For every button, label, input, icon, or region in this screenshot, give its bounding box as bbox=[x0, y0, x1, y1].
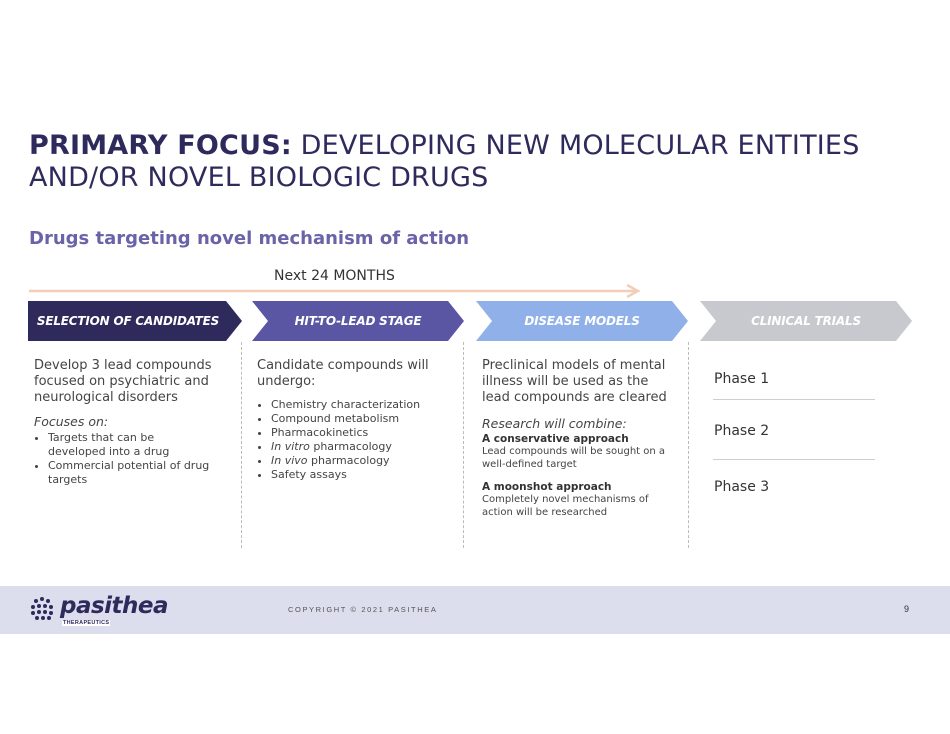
list-item bbox=[271, 454, 447, 468]
approach-1-text: Lead compounds will be sought on a well-defined target bbox=[482, 446, 666, 470]
stage-clinical-trials bbox=[700, 301, 912, 341]
focuses-label: Focuses on: bbox=[34, 414, 109, 429]
stage-label: SELECTION OF CANDIDATES bbox=[36, 314, 220, 328]
stage-disease-models bbox=[476, 301, 688, 341]
column-hit-to-lead bbox=[257, 358, 447, 482]
column-divider bbox=[241, 342, 242, 548]
phase-3: Phase 3 bbox=[714, 479, 770, 495]
phase-divider bbox=[713, 399, 875, 400]
slide-title bbox=[29, 130, 929, 194]
copyright-text: COPYRIGHT © 2021 PASITHEA bbox=[288, 605, 438, 614]
list-item-text: pharmacology bbox=[307, 454, 390, 467]
approach-1-title: A conservative approach bbox=[482, 433, 629, 445]
page-number: 9 bbox=[904, 604, 910, 614]
list-item bbox=[271, 426, 447, 440]
list-item: • Commercial potential of drug targets bbox=[48, 459, 214, 487]
research-label: Research will combine: bbox=[482, 416, 627, 431]
list-item bbox=[271, 412, 447, 426]
selection-lead: Develop 3 lead compounds focused on psychiatric and neurological disorders bbox=[34, 358, 212, 405]
list-item-emphasis: In vitro bbox=[271, 440, 310, 453]
stage-label: DISEASE MODELS bbox=[524, 314, 640, 328]
list-item: • Targets that can be developed into a drug bbox=[48, 431, 214, 459]
focuses-list bbox=[34, 431, 214, 487]
column-selection bbox=[34, 358, 214, 487]
column-disease-models bbox=[482, 358, 677, 519]
stage-label: HIT-TO-LEAD STAGE bbox=[294, 314, 422, 328]
assay-list bbox=[257, 398, 447, 482]
phase-divider bbox=[713, 459, 875, 460]
list-item-emphasis: In vivo bbox=[271, 454, 308, 467]
logo-subtext: THERAPEUTICS bbox=[63, 620, 110, 626]
list-item-text: Pharmacokinetics bbox=[271, 426, 369, 439]
logo-wordmark: pasithea bbox=[60, 593, 169, 619]
disease-models-lead: Preclinical models of mental illness will be used as the lead compounds are cleared bbox=[482, 358, 667, 405]
approach-2-text: Completely novel mechanisms of action will be researched bbox=[482, 494, 649, 518]
list-item-text: Chemistry characterization bbox=[271, 398, 421, 411]
pasithea-logo bbox=[28, 593, 169, 628]
timeline-label: Next 24 MONTHS bbox=[274, 268, 395, 284]
list-item bbox=[271, 468, 447, 482]
stage-selection-of-candidates bbox=[28, 301, 242, 341]
list-item-text: Safety assays bbox=[271, 468, 347, 481]
list-item bbox=[271, 440, 447, 454]
column-divider bbox=[463, 342, 464, 548]
column-divider bbox=[688, 342, 689, 548]
hit-to-lead-lead: Candidate compounds will undergo: bbox=[257, 358, 429, 389]
list-item-text: pharmacology bbox=[309, 440, 392, 453]
footer-bar bbox=[0, 586, 950, 634]
timeline-arrow bbox=[29, 283, 644, 299]
list-item bbox=[271, 398, 447, 412]
slide-subtitle: Drugs targeting novel mechanism of action bbox=[29, 228, 470, 249]
brain-icon bbox=[28, 595, 58, 623]
list-item-text: Compound metabolism bbox=[271, 412, 400, 425]
title-rest: DEVELOPING NEW MOLECULAR ENTITIES AND/OR NOVEL BIOLOGIC DRUGS bbox=[29, 130, 860, 193]
approach-2-title: A moonshot approach bbox=[482, 481, 612, 493]
stage-label: CLINICAL TRIALS bbox=[751, 314, 861, 328]
phase-1: Phase 1 bbox=[714, 371, 770, 387]
title-bold: PRIMARY FOCUS: bbox=[29, 130, 292, 161]
stage-hit-to-lead bbox=[252, 301, 464, 341]
phase-2: Phase 2 bbox=[714, 423, 770, 439]
